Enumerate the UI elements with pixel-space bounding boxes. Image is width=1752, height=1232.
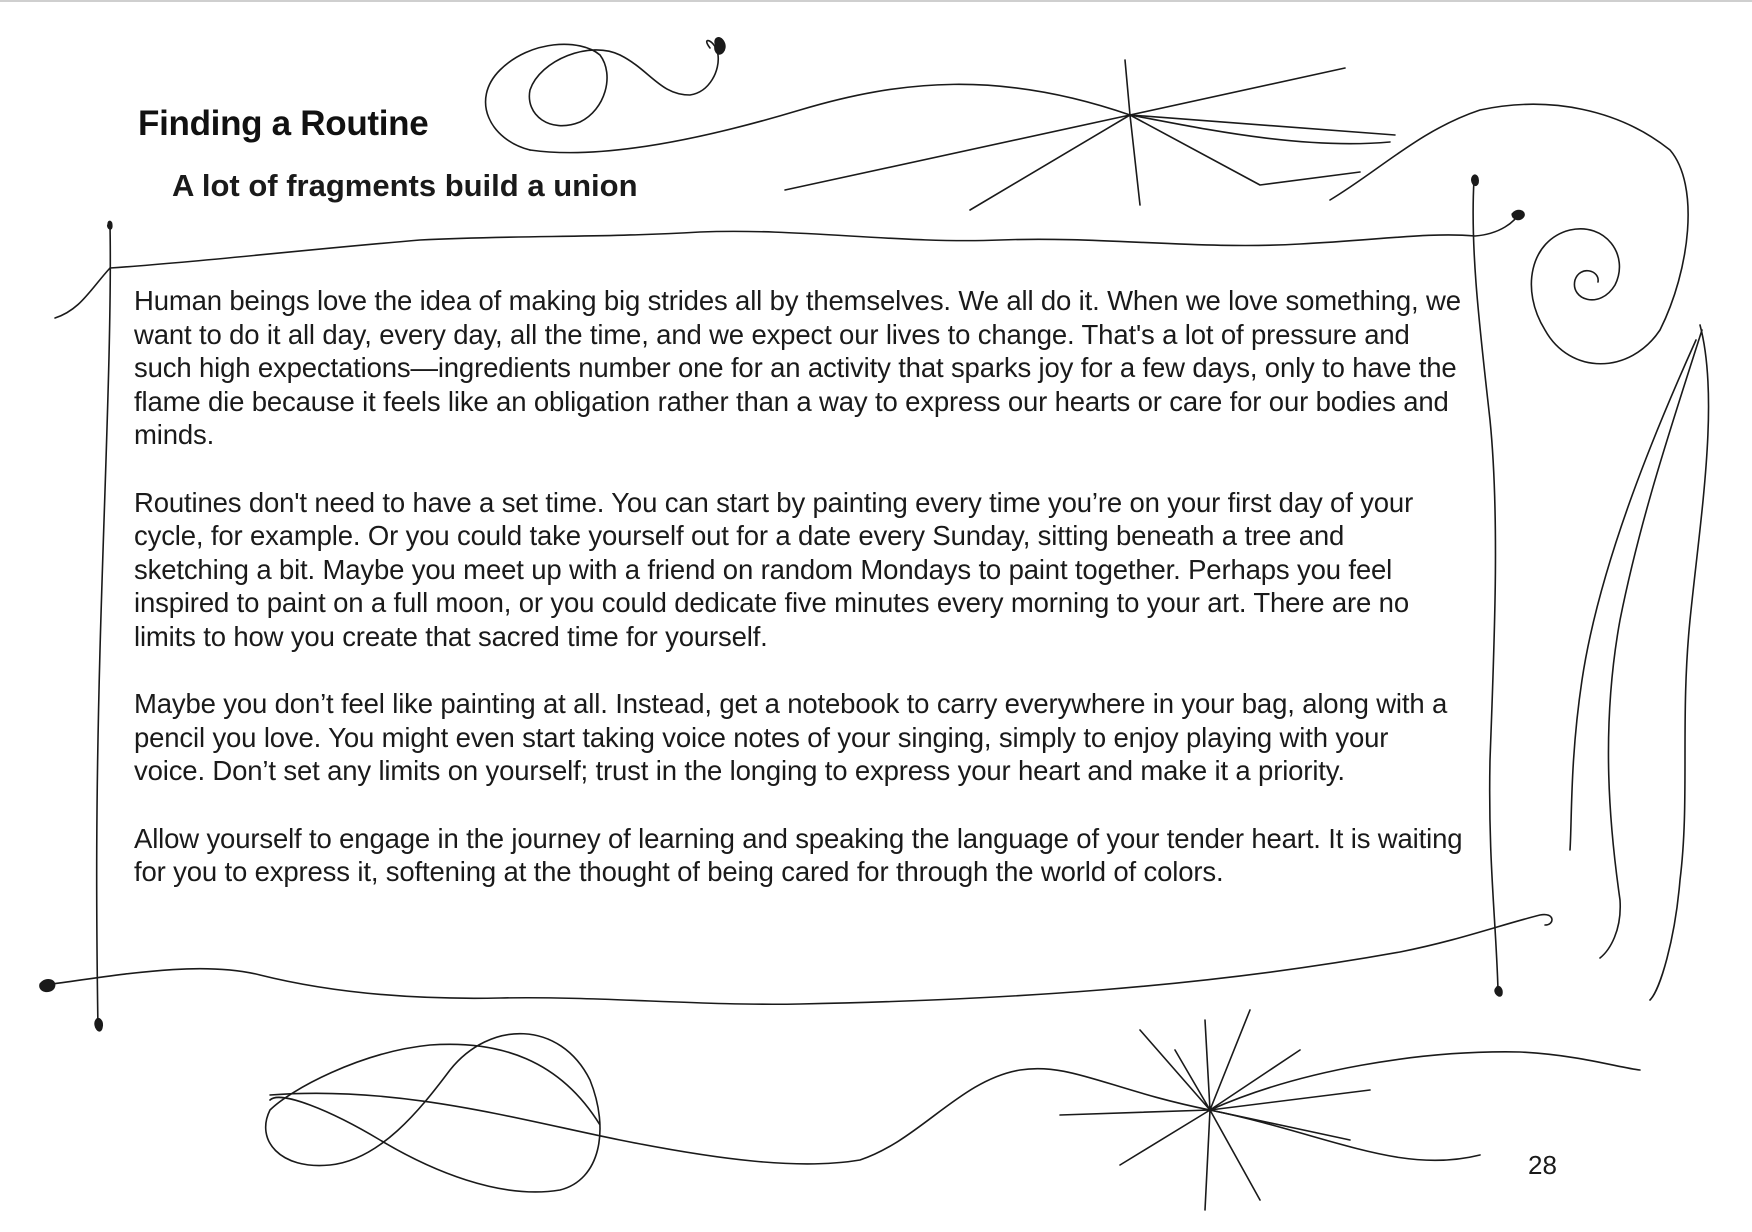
paragraph-2: Routines don't need to have a set time. You can start by painting every time you’re on your first day of your cycle, for example. Or you could take yourself out for a date every Sunday, sitting beneath a tree and sketching a bit. Maybe you meet up with a friend on random Mondays to paint together. Perhaps you feel inspired to paint on a full moon, or you could dedicate five minutes every morning to your art. There are no limits to how you create that sacred time for yourself. (134, 486, 1414, 652)
top-swoosh-line (530, 84, 1390, 152)
frame-right-knot-bottom (1495, 986, 1502, 996)
paragraph-3: Maybe you don’t feel like painting at all. Instead, get a notebook to carry everywhere in your bag, along with a pencil you love. You might even start taking voice notes of your singing, simply to enjoy playing with your voice. Don’t set any limits on yourself; trust in the longing to express your heart and make it a priority. (134, 688, 1448, 787)
body-text (134, 284, 1464, 922)
frame-left-knot-bottom (95, 1018, 103, 1031)
bottom-swoosh-line (270, 1069, 1480, 1164)
page-subtitle: A lot of fragments build a union (172, 168, 638, 203)
bottom-star-burst (1060, 1010, 1370, 1210)
frame-left-hook (55, 268, 110, 318)
frame-bottom-line (45, 915, 1552, 1005)
top-star-burst (785, 60, 1395, 210)
page-number: 28 (1528, 1150, 1557, 1180)
bottom-loop-doodle (266, 1034, 600, 1192)
frame-right-knot-top (1472, 175, 1479, 185)
paragraph-1: Human beings love the idea of making big strides all by themselves. We all do it. When we love something, we want to do it all day, every day, all the time, and we expect our lives to change. That's a lot of pressure and such high expectations—ingredients number one for an activity that sparks joy for a few days, only to have the flame die because it feels like an obligation rather than a way to express our hearts or care for our bodies and minds. (134, 285, 1461, 451)
top-loop-doodle (486, 41, 719, 150)
right-strand-2 (1600, 330, 1702, 958)
paragraph-4: Allow yourself to engage in the journey of learning and speaking the language of your tender heart. It is waiting for you to express it, softening at the thought of being cared for through the world of colors. (134, 822, 1463, 888)
frame-left-line (97, 225, 111, 1030)
right-strand-3 (1570, 340, 1696, 850)
top-scribble-dot (715, 38, 725, 54)
frame-top-right-knot (1512, 210, 1524, 219)
page-title: Finding a Routine (138, 104, 429, 143)
frame-top-line (110, 212, 1520, 268)
frame-left-knot-top (108, 221, 112, 229)
frame-bottom-left-knot (40, 980, 55, 992)
frame-right-line (1473, 180, 1498, 990)
